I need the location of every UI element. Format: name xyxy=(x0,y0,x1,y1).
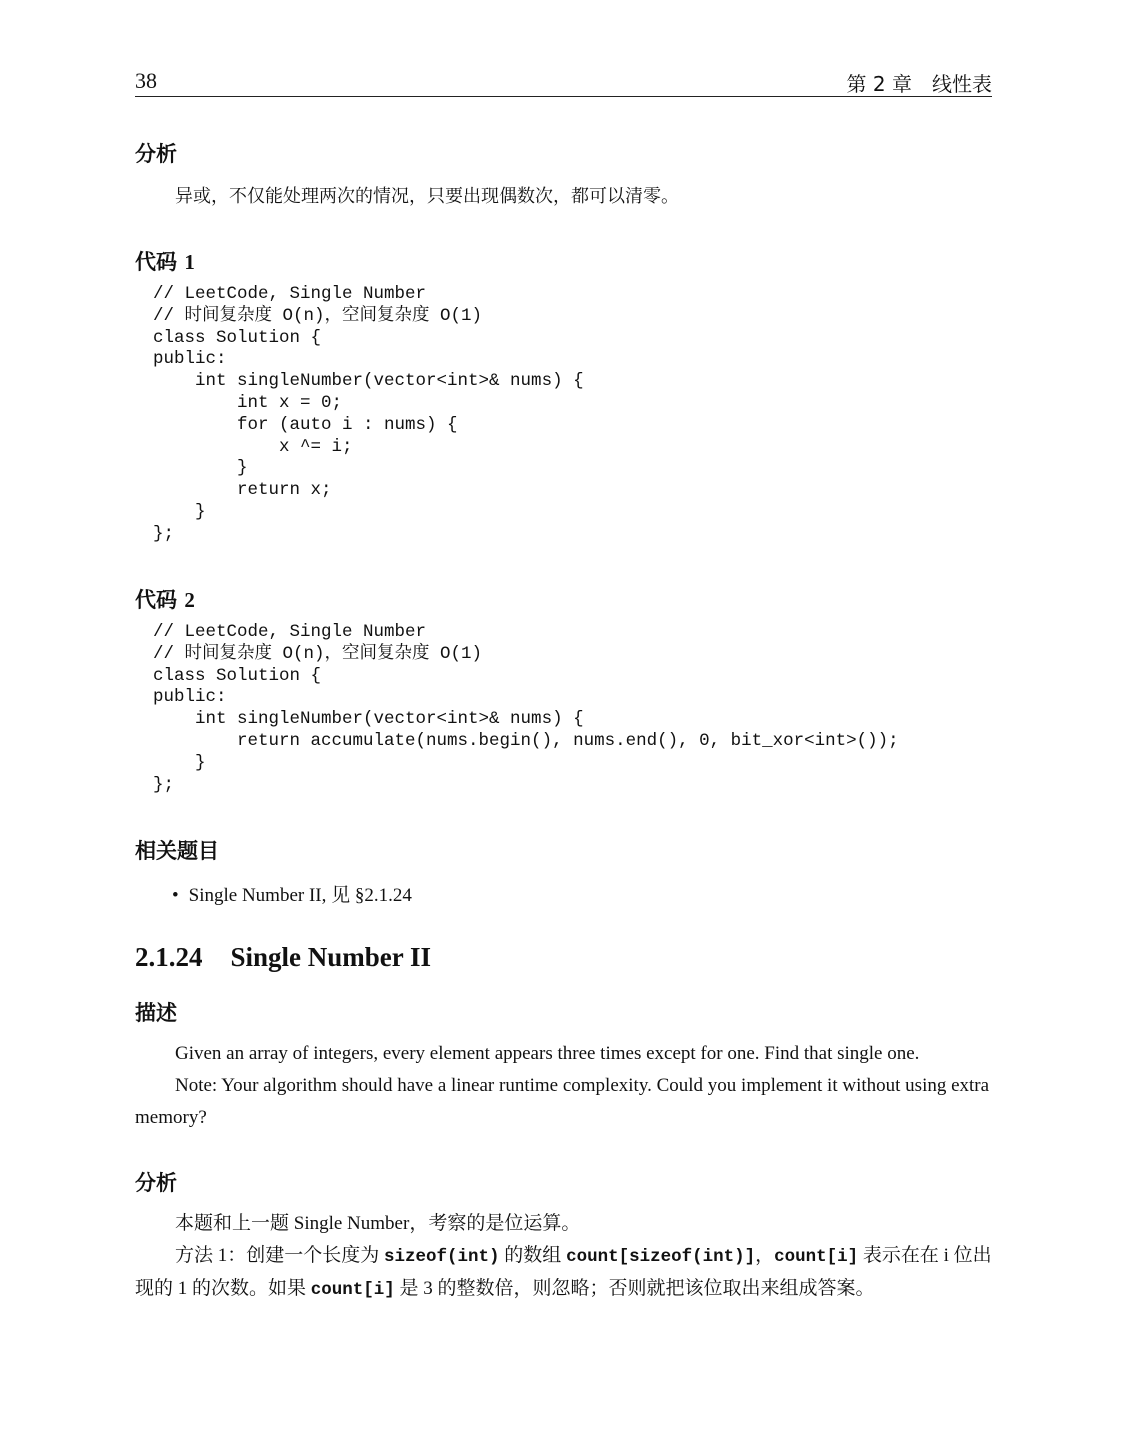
analysis2-text-a: 方法 1：创建一个长度为 xyxy=(175,1245,385,1266)
section-number: 2.1.24 xyxy=(135,942,203,972)
section-title xyxy=(135,942,431,973)
code1-line: } xyxy=(153,501,206,522)
code1-line: class Solution { xyxy=(153,327,322,348)
code2-line: return accumulate(nums.begin(), nums.end(), 0, bit_xor<int>()); xyxy=(153,730,899,751)
code1-line: // LeetCode, Single Number xyxy=(153,284,427,304)
inline-code-count-i-2: count[i] xyxy=(310,1280,395,1300)
analysis2-paragraph-1: 本题和上一题 Single Number，考察的是位运算。 xyxy=(175,1213,581,1234)
analysis2-text-d: 表示在在 i 位出现的 1 的次数。如果 xyxy=(135,1245,992,1299)
code2-line: class Solution { xyxy=(153,665,322,686)
code-block-2 xyxy=(153,622,899,796)
code2-line: } xyxy=(153,752,206,773)
inline-code-sizeof: sizeof(int) xyxy=(384,1247,500,1267)
code1-heading xyxy=(135,246,195,276)
page-number: 38 xyxy=(135,68,157,93)
section-name: Single Number II xyxy=(230,942,432,972)
inline-code-count-array: count[sizeof(int)] xyxy=(566,1247,756,1267)
code2-heading-label: 代码 xyxy=(135,588,177,612)
analysis-heading: 分析 xyxy=(135,142,177,166)
inline-code-count-i: count[i] xyxy=(774,1247,859,1267)
analysis2-paragraph-2 xyxy=(135,1240,992,1306)
code1-line: public: xyxy=(153,349,227,370)
code1-line: }; xyxy=(153,523,175,544)
code2-heading-number: 2 xyxy=(184,588,195,612)
related-heading: 相关题目 xyxy=(135,839,219,863)
code1-heading-label: 代码 xyxy=(135,250,177,274)
description-paragraph-2: Note: Your algorithm should have a linear runtime complexity. Could you implement it without using extra memory? xyxy=(135,1075,990,1128)
code1-line: // 时间复杂度 O(n)，空间复杂度 O(1) xyxy=(153,305,483,326)
analysis-paragraph: 异或，不仅能处理两次的情况，只要出现偶数次，都可以清零。 xyxy=(175,186,679,207)
analysis2-heading: 分析 xyxy=(135,1171,177,1195)
chapter-running-head: 第 2 章 线性表 xyxy=(846,72,992,96)
related-item-text[interactable]: Single Number II, 见 §2.1.24 xyxy=(188,885,412,906)
code2-heading xyxy=(135,584,195,614)
analysis2-text-e: 是 3 的整数倍，则忽略；否则就把该位取出来组成答案。 xyxy=(394,1278,875,1299)
code2-line: }; xyxy=(153,774,175,795)
code1-line: int singleNumber(vector<int>& nums) { xyxy=(153,371,584,392)
code2-line: public: xyxy=(153,687,227,708)
code1-heading-number: 1 xyxy=(184,250,195,274)
description-heading: 描述 xyxy=(135,1001,177,1025)
analysis2-text-c: ， xyxy=(755,1245,775,1266)
code1-line: for (auto i : nums) { xyxy=(153,414,458,435)
related-item xyxy=(172,880,412,907)
analysis2-text-b: 的数组 xyxy=(499,1245,567,1266)
bullet-dot: • xyxy=(172,885,179,906)
code-block-1 xyxy=(153,284,584,546)
code2-line: // LeetCode, Single Number xyxy=(153,622,427,642)
page-header xyxy=(135,68,992,97)
code1-line: return x; xyxy=(153,480,332,501)
code1-line: } xyxy=(153,458,248,479)
code1-line: x ^= i; xyxy=(153,436,353,457)
code2-line: int singleNumber(vector<int>& nums) { xyxy=(153,709,584,730)
code1-line: int x = 0; xyxy=(153,392,343,413)
code2-line: // 时间复杂度 O(n)，空间复杂度 O(1) xyxy=(153,643,483,664)
description-paragraph-1: Given an array of integers, every element appears three times except for one. Find that single one. xyxy=(175,1043,920,1064)
